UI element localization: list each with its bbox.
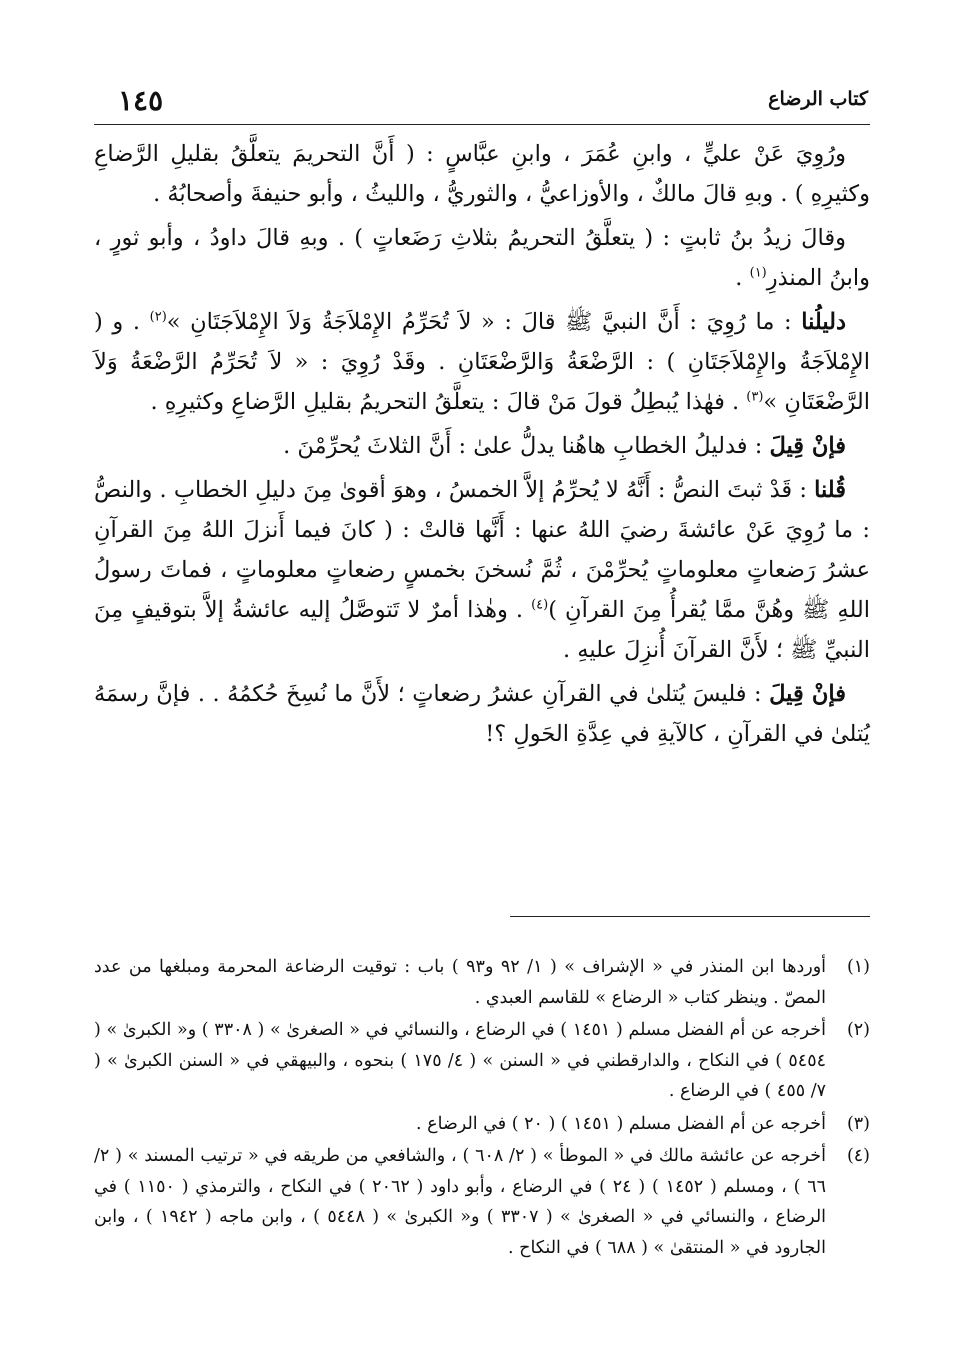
paragraph-2-end: . xyxy=(735,265,750,291)
paragraph-5 xyxy=(94,470,870,670)
paragraph-2-text: وقالَ زيدُ بنُ ثابتٍ : ( يتعلَّقُ التحريمُ بثلاثِ رَضَعاتٍ ) . وبهِ قالَ داودُ ، وأبو ثورٍ ، وابنُ المنذرِ xyxy=(94,225,870,291)
paragraph-3-end: . فهٰذا يُبطِلُ قولَ مَنْ قالَ : يتعلَّقُ التحريمُ بقليلِ الرَّضاعِ وكثيرِهِ . xyxy=(150,389,747,415)
footnote-number: (١) xyxy=(846,957,870,977)
paragraph-4-lead: فإنْ قِيلَ xyxy=(769,433,846,459)
footnote-ref-3[interactable]: (٣) xyxy=(746,389,764,405)
footnote-number: (٤) xyxy=(846,1146,870,1166)
page-header xyxy=(94,84,870,125)
paragraph-1: ورُوِيَ عَنْ عليٍّ ، وابنِ عُمَرَ ، وابنِ عبَّاسٍ : ( أَنَّ التحريمَ يتعلَّقُ بقليلِ الرَّضاعِ وكثيرِهِ ) . وبهِ قالَ مالكٌ ، والأوزاعيُّ ، والثوريُّ ، والليثُ ، وأبو حنيفةَ وأصحابُهُ . xyxy=(94,141,870,207)
paragraph-5-end: . وهٰذا أمرٌ لا تَتوصَّلُ إليه عائشةُ إلاَّ بتوقيفٍ مِنَ النبيِّ ﷺ ؛ لأَنَّ القرآنَ أُنزِلَ عليهِ . xyxy=(94,597,870,663)
footnote-number: (٣) xyxy=(846,1113,870,1134)
footnote-text: أخرجه عن أم الفضل مسلم ( ١٤٥١ ) ( ٢٠ ) في الرضاع . xyxy=(416,1113,826,1134)
page-number: ١٤٥ xyxy=(118,84,164,117)
paragraph-4 xyxy=(94,426,870,466)
footnote-text: أخرجه عن أم الفضل مسلم ( ١٤٥١ ) في الرضاع ، والنسائي في « الصغرىٰ » ( ٣٣٠٨ ) و« الكبرىٰ » ( ٥٤٥٤ ) في النكاح ، والدارقطني في « السنن » ( ٤/ ١٧٥ ) بنحوه ، والبيهقي في « السنن الكبرىٰ » ( ٧/ ٤٥٥ ) في الرضاع . xyxy=(94,1020,826,1101)
footnote-number: (٢) xyxy=(846,1020,870,1040)
paragraph-3 xyxy=(94,302,870,422)
footnote-separator xyxy=(510,916,870,917)
footnote-ref-4[interactable]: (٤) xyxy=(531,597,549,613)
footnotes xyxy=(94,952,870,1265)
paragraph-6 xyxy=(94,674,870,754)
paragraph-3-mid: . و ( الإِمْلاَجَةُ والإِمْلاَجَتَانِ ) : الرَّضْعَةُ وَالرَّضْعَتَانِ . وقَدْ رُوِيَ : « لاَ تُحَرِّمُ الرَّضْعَةُ وَلاَ الرَّضْعَتَانِ » xyxy=(94,309,870,415)
paragraph-2 xyxy=(94,218,870,298)
paragraph-5-lead: قُلنا xyxy=(814,477,846,503)
footnote-ref-2[interactable]: (٢) xyxy=(149,309,167,325)
footnote-3 xyxy=(94,1109,870,1140)
running-head: كتاب الرضاع xyxy=(768,88,868,110)
paragraph-5-text: : قَدْ ثبتَ النصُّ : أَنَّهُ لا يُحرِّمُ إلاَّ الخمسُ ، وهوَ أقوىٰ مِنَ دليلِ الخطابِ . والنصُّ : ما رُوِيَ عَنْ عائشةَ رضيَ اللهُ عنها : أَنَّها قالتْ : ( كانَ فيما أَنزلَ اللهُ مِنَ القرآنِ عشرُ رَضعاتٍ معلوماتٍ يُحرِّمْنَ ، ثُمَّ نُسخنَ بخمسٍ رضعاتٍ معلوماتٍ ، فماتَ رسولُ اللهِ ﷺ وهُنَّ ممَّا يُقرأُ مِنَ القرآنِ ) xyxy=(94,477,870,623)
footnote-4 xyxy=(94,1141,870,1263)
footnote-ref-1[interactable]: (١) xyxy=(749,265,767,281)
paragraph-6-lead: فإنْ قِيلَ xyxy=(769,681,846,707)
paragraph-3-text: : ما رُوِيَ : أَنَّ النبيَّ ﷺ قالَ : « لاَ تُحَرِّمُ الإِمْلاَجَةُ وَلاَ الإِمْلاَجَتَانِ » xyxy=(166,309,802,335)
paragraph-3-lead: دليلُنا xyxy=(801,309,846,335)
paragraph-4-text: : فدليلُ الخطابِ هاهُنا يدلُّ علىٰ : أَنَّ الثلاثَ يُحرِّمْنَ . xyxy=(283,433,770,459)
footnote-1 xyxy=(94,952,870,1013)
main-text xyxy=(94,134,870,758)
footnote-2 xyxy=(94,1015,870,1107)
footnote-text: أوردها ابن المنذر في « الإشراف » ( ١/ ٩٢ و٩٣ ) باب : توقيت الرضاعة المحرمة ومبلغها من عدد المصّ . وينظر كتاب « الرضاع » للقاسم العبدي . xyxy=(94,957,827,1008)
footnote-text: أخرجه عن عائشة مالك في « الموطأ » ( ٢/ ٦٠٨ ) ، والشافعي من طريقه في « ترتيب المسند » ( ٢/ ٦٦ ) ، ومسلم ( ١٤٥٢ ) ( ٢٤ ) في الرضاع ، وأبو داود ( ٢٠٦٢ ) في النكاح ، والترمذي ( ١١٥٠ ) في الرضاع ، والنسائي في « الصغرىٰ » ( ٣٣٠٧ ) و« الكبرىٰ » ( ٥٤٤٨ ) ، وابن ماجه ( ١٩٤٢ ) ، وابن الجارود في « المنتقىٰ » ( ٦٨٨ ) في النكاح . xyxy=(94,1146,827,1258)
paragraph-6-text: : فليسَ يُتلىٰ في القرآنِ عشرُ رضعاتٍ ؛ لأَنَّ ما نُسِخَ حُكمُهُ . . فإنَّ رسمَهُ يُتلىٰ في القرآنِ ، كالآيةِ في عِدَّةِ الحَولِ ؟! xyxy=(94,681,870,747)
